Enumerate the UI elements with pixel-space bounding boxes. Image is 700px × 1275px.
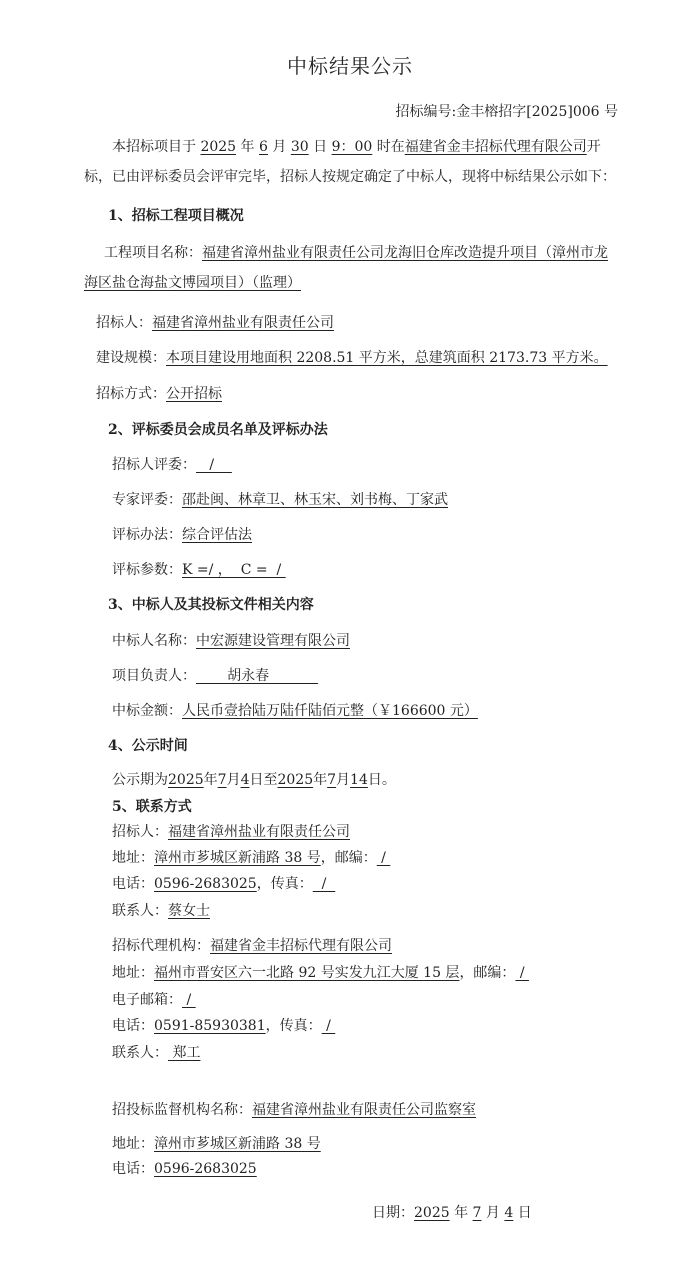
pm-value: 胡永春 [196, 668, 319, 684]
contact-tenderer-label: 招标人： [112, 824, 168, 840]
method-value: 公开招标 [166, 386, 222, 402]
project-name-row [84, 238, 618, 298]
date-text-1: 年 [449, 1205, 473, 1221]
period-text-4: 日至 [249, 772, 278, 788]
page-title: 中标结果公示 [287, 54, 413, 78]
params-value: K =/ ， C = / [182, 562, 286, 578]
address2-label: 地址： [112, 965, 154, 981]
agency-phone-row [112, 1016, 335, 1036]
supervisor-row [112, 1100, 476, 1120]
params-label: 评标参数： [112, 562, 182, 578]
params-row [112, 560, 286, 580]
section2-heading: 2、评标委员会成员名单及评标办法 [108, 422, 328, 438]
date-day: 4 [504, 1205, 514, 1221]
date-text-3: 日 [513, 1205, 532, 1221]
project-name-label: 工程项目名称： [104, 245, 202, 261]
zip1-value: / [376, 850, 391, 866]
tenderer-value: 福建省漳州盐业有限责任公司 [152, 315, 334, 331]
scale-value: 本项目建设用地面积 2208.51 平方米，总建筑面积 2173.73 平方米。 [166, 350, 608, 366]
amount-row [112, 701, 478, 721]
tel3-label: 电话： [112, 1161, 154, 1177]
eval-method-value: 综合评估法 [182, 527, 252, 543]
intro-paragraph [84, 132, 618, 192]
agency-address-row [112, 963, 529, 983]
date-text-2: 月 [481, 1205, 505, 1221]
date-month: 7 [472, 1205, 482, 1221]
intro-text-3: 月 [267, 139, 291, 155]
contact2-label: 联系人： [112, 1045, 168, 1061]
project-name: 福建省漳州盐业有限责任公司龙海旧仓库改造提升项目（漳州市龙海区盐仓海盐文博园项目）（监理） [84, 245, 608, 291]
supervisor-value: 福建省漳州盐业有限责任公司监察室 [252, 1102, 476, 1118]
owner-rep-row [112, 455, 232, 475]
contact1-value: 蔡女士 [168, 903, 210, 919]
period-text-2: 年 [203, 772, 218, 788]
agency-row [112, 936, 392, 956]
intro-text-5: 时在 [372, 139, 405, 155]
intro-text-1: 本招标项目于 [112, 139, 201, 155]
tenderer-address-row [112, 848, 390, 868]
intro-time: 9：00 [331, 139, 373, 155]
amount-value: 人民币壹拾陆万陆仟陆佰元整（￥166600 元） [182, 703, 478, 719]
winner-value: 中宏源建设管理有限公司 [196, 633, 350, 649]
tel2-value: 0591-85930381 [154, 1018, 266, 1034]
eval-method-label: 评标办法： [112, 527, 182, 543]
eval-method-row [112, 525, 252, 545]
supervisor-address-row [112, 1134, 321, 1154]
period-start-month: 7 [217, 772, 227, 788]
intro-month: 6 [259, 139, 268, 155]
pm-row [112, 666, 318, 686]
experts-label: 专家评委： [112, 492, 182, 508]
period-end-day: 14 [350, 772, 368, 788]
agency-value: 福建省金丰招标代理有限公司 [210, 938, 392, 954]
agency-label: 招标代理机构： [112, 938, 210, 954]
date-label: 日期： [372, 1205, 414, 1221]
owner-rep-label: 招标人评委： [112, 457, 196, 473]
tenderer-phone-row [112, 874, 335, 894]
tel1-value: 0596-2683025 [154, 876, 257, 892]
address1-label: 地址： [112, 850, 154, 866]
section3-heading: 3、中标人及其投标文件相关内容 [108, 597, 314, 613]
email-value: / [182, 992, 196, 1008]
intro-year: 2025 [200, 139, 237, 155]
period-start-year: 2025 [168, 772, 204, 788]
period-end-month: 7 [327, 772, 337, 788]
tel1-label: 电话： [112, 876, 154, 892]
bid-number: 招标编号:金丰榕招字[2025]006 号 [395, 104, 618, 120]
owner-rep-value: / [196, 457, 232, 473]
supervisor-phone-row [112, 1159, 257, 1179]
scale-label: 建设规模： [96, 350, 166, 366]
amount-label: 中标金额： [112, 703, 182, 719]
contact2-value: 郑工 [168, 1045, 201, 1061]
contact-tenderer-value: 福建省漳州盐业有限责任公司 [168, 824, 350, 840]
zip2-value: / [515, 965, 530, 981]
date-year: 2025 [414, 1205, 450, 1221]
supervisor-label: 招投标监督机构名称： [112, 1102, 252, 1118]
contact1-label: 联系人： [112, 903, 168, 919]
document-date [372, 1203, 532, 1223]
period-text-5: 年 [313, 772, 328, 788]
intro-day: 30 [290, 139, 309, 155]
intro-text-4: 日 [308, 139, 332, 155]
fax1-label: ，传真： [256, 876, 313, 892]
tel2-label: 电话： [112, 1018, 154, 1034]
method-row [96, 384, 222, 404]
agency-email-row [112, 990, 196, 1010]
scale-row [96, 348, 608, 368]
section4-heading: 4、公示时间 [108, 738, 188, 754]
agency-contact-row [112, 1043, 200, 1063]
tenderer-row [96, 313, 334, 333]
address1-value: 漳州市芗城区新浦路 38 号 [154, 850, 321, 866]
zip1-label: ，邮编： [320, 850, 377, 866]
section5-heading: 5、联系方式 [112, 799, 192, 815]
address3-value: 漳州市芗城区新浦路 38 号 [154, 1136, 321, 1152]
tel3-value: 0596-2683025 [154, 1161, 257, 1177]
period-text-6: 月 [336, 772, 351, 788]
period-text-3: 月 [226, 772, 241, 788]
fax2-value: / [321, 1018, 336, 1034]
email-label: 电子邮箱： [112, 992, 182, 1008]
method-label: 招标方式： [96, 386, 166, 402]
fax1-value: / [312, 876, 336, 892]
period-start-day: 4 [240, 772, 250, 788]
section1-heading: 1、招标工程项目概况 [108, 208, 244, 224]
pm-label: 项目负责人： [112, 668, 196, 684]
tenderer-contact-row [112, 901, 210, 921]
intro-text-2: 年 [236, 139, 259, 155]
address2-value: 福州市晋安区六一北路 92 号实发九江大厦 15 层 [154, 965, 460, 981]
period-text-1: 公示期为 [112, 772, 168, 788]
contact-tenderer-row [112, 822, 350, 842]
period-text-7: 日。 [367, 772, 396, 788]
experts-value: 邵赴闽、林章卫、林玉宋、刘书梅、丁家武 [182, 492, 448, 508]
winner-label: 中标人名称： [112, 633, 196, 649]
fax2-label: ，传真： [265, 1018, 322, 1034]
address3-label: 地址： [112, 1136, 154, 1152]
winner-row [112, 631, 350, 651]
zip2-label: ，邮编： [459, 965, 516, 981]
tenderer-label: 招标人： [96, 315, 152, 331]
intro-text-6: 开标，已由评标委员会评审完毕，招标人按规定确定了中标人，现将中标结果公示如下： [84, 139, 616, 185]
publicity-period [112, 770, 396, 790]
intro-agency: 福建省金丰招标代理有限公司 [404, 139, 587, 155]
experts-row [112, 490, 448, 510]
period-end-year: 2025 [277, 772, 314, 788]
